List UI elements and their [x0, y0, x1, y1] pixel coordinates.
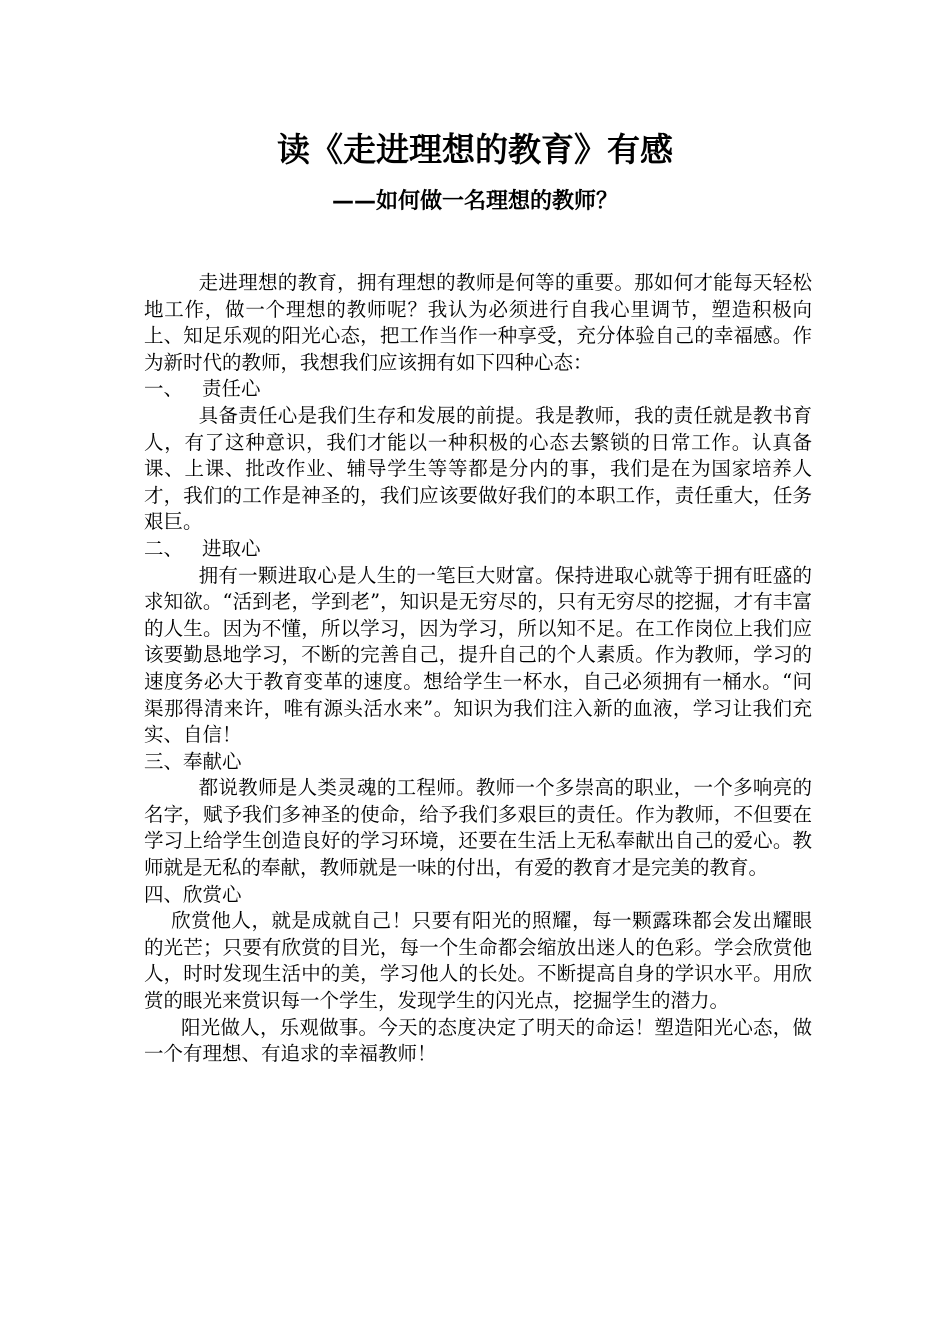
section-heading-2: [144, 536, 812, 563]
document-title: 读《走进理想的教育》有感: [277, 130, 673, 169]
section-number: 二、: [144, 536, 184, 560]
document-subtitle: ——如何做一名理想的教师？: [331, 189, 618, 214]
section-number: 三、: [144, 749, 184, 773]
section-title: 欣赏心: [183, 882, 242, 906]
intro-paragraph: 走进理想的教育，拥有理想的教师是何等的重要。那如何才能每天轻松地工作，做一个理想的教师呢？我认为必须进行自我心里调节，塑造积极向上、知足乐观的阳光心态，把工作当作一种享受，充分体验自己的幸福感。作为新时代的教师，我想我们应该拥有如下四种心态：: [144, 271, 812, 374]
section-title: 进取心: [202, 536, 261, 560]
section-body-4: 欣赏他人，就是成就自己！只要有阳光的照耀，每一颗露珠都会发出耀眼的光芒；只要有欣赏的目光，每一个生命都会缩放出迷人的色彩。学会欣赏他人，时时发现生活中的美，学习他人的长处。不断提高自身的学识水平。用欣赏的眼光来赏识每一个学生，发现学生的闪光点，挖掘学生的潜力。: [144, 909, 812, 1013]
closing-paragraph: 阳光做人，乐观做事。今天的态度决定了明天的命运！塑造阳光心态，做一个有理想、有追求的幸福教师！: [144, 1015, 812, 1066]
section-body-1: 具备责任心是我们生存和发展的前提。我是教师，我的责任就是教书育人，有了这种意识，我们才能以一种积极的心态去繁锁的日常工作。认真备课、上课、批改作业、辅导学生等等都是分内的事，我们是在为国家培养人才，我们的工作是神圣的，我们应该要做好我们的本职工作，责任重大，任务艰巨。: [144, 403, 812, 534]
section-body-2: 拥有一颗进取心是人生的一笔巨大财富。保持进取心就等于拥有旺盛的求知欲。“活到老，学到老”，知识是无穷尽的，只有无穷尽的挖掘，才有丰富的人生。因为不懂，所以学习，因为学习，所以知不足。在工作岗位上我们应该要勤恳地学习，不断的完善自己，提升自己的个人素质。作为教师，学习的速度务必大于教育变革的速度。想给学生一杯水，自己必须拥有一桶水。“问渠那得清来许，唯有源头活水来”。知识为我们注入新的血液，学习让我们充实、自信！: [144, 563, 812, 747]
document-body: [144, 270, 812, 1068]
section-heading-1: [144, 376, 812, 403]
section-body-3: 都说教师是人类灵魂的工程师。教师一个多崇高的职业，一个多响亮的名字，赋予我们多神圣的使命，给予我们多艰巨的责任。作为教师，不但要在学习上给学生创造良好的学习环境，还要在生活上无私奉献出自己的爱心。教师就是无私的奉献，教师就是一味的付出，有爱的教育才是完美的教育。: [144, 776, 812, 880]
section-number: 四、: [144, 882, 184, 906]
section-title: 奉献心: [183, 749, 242, 773]
section-heading-4: [144, 882, 812, 909]
section-title: 责任心: [202, 377, 261, 401]
section-heading-3: [144, 749, 812, 776]
section-number: 一、: [144, 377, 184, 401]
